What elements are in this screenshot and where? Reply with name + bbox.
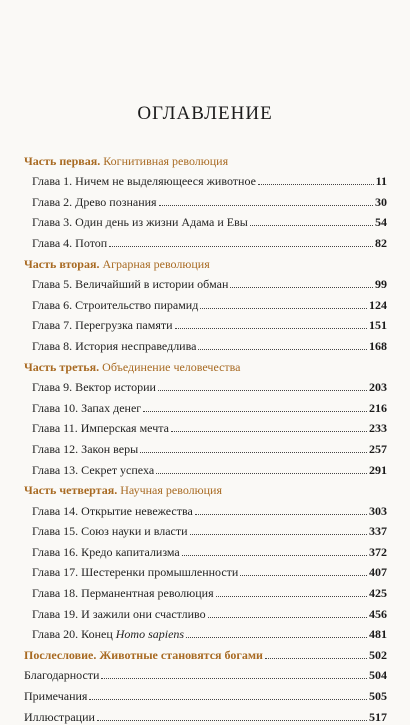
toc-entry-label: Глава 5. Величайший в истории обман — [32, 277, 229, 292]
toc-entry-label: Иллюстрации — [24, 709, 95, 724]
toc-page-number: 291 — [369, 462, 387, 477]
show-through-text — [0, 0, 410, 100]
toc-chapter-row[interactable] — [24, 189, 387, 210]
toc-part-title: Аграрная революция — [102, 256, 210, 271]
toc-entry-label: Глава 12. Закон веры — [32, 441, 139, 456]
toc-entry-label: Глава 9. Вектор истории — [32, 380, 156, 395]
toc-page-number: 337 — [369, 524, 387, 539]
toc-chapter-row[interactable] — [24, 395, 387, 416]
dot-leader — [159, 205, 373, 206]
dot-leader — [158, 390, 367, 391]
toc-page-number: 505 — [369, 689, 387, 704]
toc-misc-row[interactable] — [24, 683, 387, 704]
page-title: ОГЛАВЛЕНИЕ — [137, 103, 273, 124]
dot-leader — [265, 658, 367, 659]
toc-part-title: Когнитивная революция — [103, 153, 229, 168]
toc-page-number: 504 — [369, 668, 387, 683]
toc-entry-label: Глава 1. Ничем не выделяющееся животное — [32, 174, 256, 189]
toc-part-title: Животные становятся богами — [99, 647, 263, 662]
toc-part-row[interactable] — [24, 354, 387, 375]
toc-chapter-row[interactable] — [24, 519, 387, 540]
toc-page-number: 82 — [375, 235, 387, 250]
toc-page-number: 30 — [375, 194, 387, 209]
toc-page-number: 502 — [369, 647, 387, 662]
toc-part-label — [24, 256, 210, 272]
toc-entry-label: Благодарности — [24, 668, 100, 683]
toc-part-label — [24, 647, 263, 663]
toc-page-number: 99 — [375, 277, 387, 292]
toc-chapter-row[interactable] — [24, 169, 387, 190]
toc-entry-label: Глава 10. Запах денег — [32, 400, 142, 415]
toc-entry-label: Глава 20. Конец Homo sapiens — [32, 627, 185, 642]
toc-chapter-row[interactable] — [24, 416, 387, 437]
toc-chapter-row[interactable] — [24, 539, 387, 560]
toc-entry-label: Глава 14. Открытие невежества — [32, 503, 193, 518]
toc-chapter-row[interactable] — [24, 375, 387, 396]
dot-leader — [182, 555, 367, 556]
dot-leader — [171, 431, 367, 432]
toc-chapter-row[interactable] — [24, 333, 387, 354]
toc-page-number: 216 — [369, 400, 387, 415]
toc-part-label — [24, 359, 240, 375]
dot-leader — [258, 184, 374, 185]
toc-part-label — [24, 482, 222, 498]
toc-entry-label: Глава 16. Кредо капитализма — [32, 544, 180, 559]
toc-page-number: 168 — [369, 338, 387, 353]
toc-chapter-row[interactable] — [24, 622, 387, 643]
dot-leader — [208, 617, 367, 618]
dot-leader — [175, 328, 367, 329]
toc-misc-row[interactable] — [24, 704, 387, 725]
dot-leader — [89, 699, 367, 700]
toc-page-number: 233 — [369, 421, 387, 436]
dot-leader — [109, 246, 373, 247]
dot-leader — [240, 575, 367, 576]
toc-part-name: Часть четвертая. — [24, 483, 118, 498]
toc-part-label — [24, 153, 228, 169]
toc-entry-label: Глава 8. История несправедлива — [32, 338, 197, 353]
toc-part-row[interactable] — [24, 251, 387, 272]
toc-page-number: 11 — [375, 174, 387, 189]
toc-entry-label: Глава 17. Шестеренки промышленности — [32, 565, 239, 580]
dot-leader — [143, 411, 367, 412]
toc-chapter-row[interactable] — [24, 436, 387, 457]
toc-entry-label: Глава 2. Древо познания — [32, 194, 157, 209]
toc-part-title: Научная революция — [120, 483, 222, 498]
dot-leader — [216, 596, 367, 597]
toc-chapter-row[interactable] — [24, 210, 387, 231]
toc-page-number: 151 — [369, 318, 387, 333]
dot-leader — [230, 287, 373, 288]
dot-leader — [97, 720, 367, 721]
toc-entry-label: Глава 4. Потоп — [32, 235, 108, 250]
dot-leader — [198, 349, 367, 350]
toc-entry-label: Глава 6. Строительство пирамид — [32, 297, 199, 312]
toc-page-number: 372 — [369, 544, 387, 559]
toc-entry-label: Глава 3. Один день из жизни Адама и Евы — [32, 215, 248, 230]
toc-part-row[interactable] — [24, 148, 387, 169]
toc-chapter-row[interactable] — [24, 313, 387, 334]
toc-entry-label: Глава 19. И зажили они счастливо — [32, 606, 206, 621]
dot-leader — [101, 678, 367, 679]
toc-part-name: Послесловие. — [24, 647, 97, 662]
toc-part-row[interactable] — [24, 478, 387, 499]
toc-part-name: Часть вторая. — [24, 256, 100, 271]
dot-leader — [190, 534, 367, 535]
toc-chapter-row[interactable] — [24, 272, 387, 293]
toc-page-number: 407 — [369, 565, 387, 580]
toc-page-number: 481 — [369, 627, 387, 642]
toc-chapter-row[interactable] — [24, 292, 387, 313]
toc-page-number: 456 — [369, 606, 387, 621]
dot-leader — [250, 225, 373, 226]
toc-entry-label: Глава 7. Перегрузка памяти — [32, 318, 173, 333]
toc-page-number: 517 — [369, 709, 387, 724]
toc-page-number: 54 — [375, 215, 387, 230]
toc-entry-label: Глава 15. Союз науки и власти — [32, 524, 188, 539]
toc-part-name: Часть первая. — [24, 153, 101, 168]
toc-chapter-row[interactable] — [24, 498, 387, 519]
dot-leader — [200, 308, 367, 309]
toc-page-number: 303 — [369, 503, 387, 518]
toc-part-title: Объединение человечества — [102, 359, 241, 374]
toc-entry-label: Глава 18. Перманентная революция — [32, 586, 214, 601]
toc-chapter-row[interactable] — [24, 560, 387, 581]
toc-page-number: 124 — [369, 297, 387, 312]
dot-leader — [140, 452, 367, 453]
table-of-contents — [24, 148, 387, 725]
toc-entry-label: Глава 13. Секрет успеха — [32, 462, 155, 477]
toc-chapter-row[interactable] — [24, 601, 387, 622]
toc-chapter-row[interactable] — [24, 580, 387, 601]
toc-chapter-row[interactable] — [24, 230, 387, 251]
dot-leader — [156, 473, 367, 474]
dot-leader — [195, 514, 367, 515]
toc-entry-label: Глава 11. Имперская мечта — [32, 421, 169, 436]
toc-part-name: Часть третья. — [24, 359, 100, 374]
toc-page-number: 203 — [369, 380, 387, 395]
toc-chapter-row[interactable] — [24, 457, 387, 478]
dot-leader — [186, 637, 367, 638]
toc-misc-row[interactable] — [24, 663, 387, 684]
toc-page-number: 257 — [369, 441, 387, 456]
toc-page-number: 425 — [369, 586, 387, 601]
toc-entry-label: Примечания — [24, 689, 88, 704]
